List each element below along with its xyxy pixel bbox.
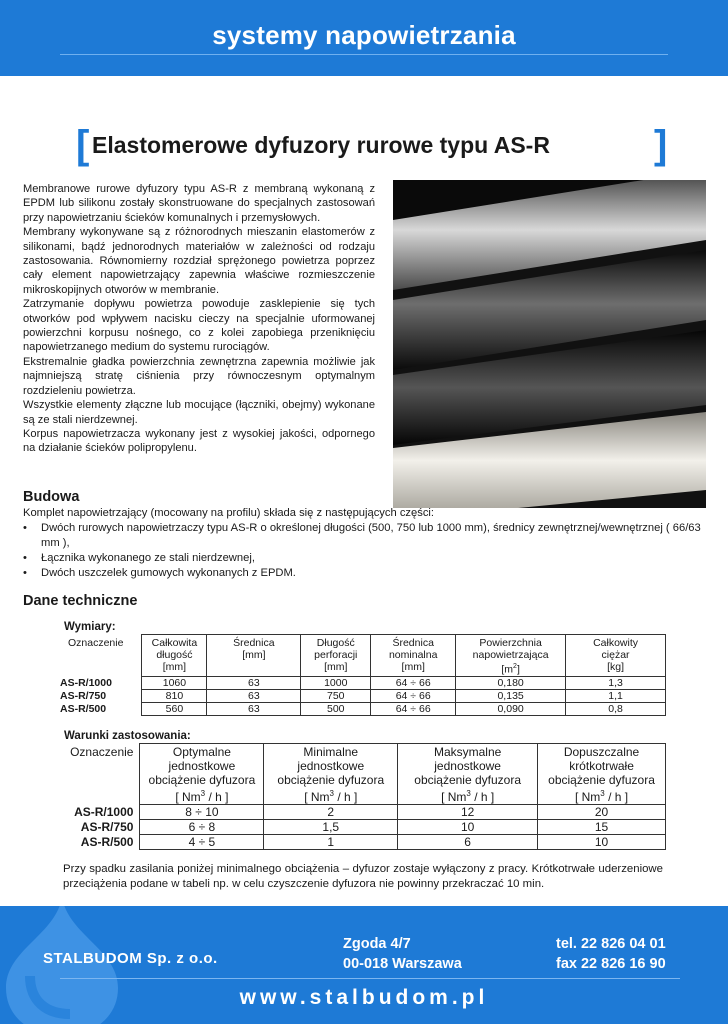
- title-block: [76, 123, 676, 167]
- intro-paragraph: Zatrzymanie dopływu powietrza powoduje zasklepienie się tych otworków pod wpływem nacisku cieczy na specjalnie uformowanej powierzchni korpusu nośnego, co z kolei zapobiega przeniknięciu napowietrzanego medium do systemu rurociągów.: [23, 298, 375, 354]
- table-cell: 1,5: [264, 820, 398, 835]
- note-text: Przy spadku zasilania poniżej minimalnego obciążenia – dyfuzor zostaje wyłączony z pracy. Krótkotrwałe uderzeniowe przeciążenia podane w tabeli np. w celu czyszczenie dyfuzora nie powinny przekraczać 10 min.: [63, 863, 663, 890]
- table-cell: 6 ÷ 8: [140, 820, 264, 835]
- intro-paragraph: Ekstremalnie gładka powierzchnia zewnętrzna zapewnia możliwie jak najmniejszą stratę ciśnienia przy równoczesnym optymalnym rozdzieleniu powietrza.: [23, 355, 375, 397]
- header-calkowity-ciezar: Całkowity ciężar [kg]: [566, 635, 666, 677]
- header-oznaczenie: Oznaczenie: [70, 744, 134, 759]
- table-cell: 12: [398, 805, 538, 820]
- table-cell: 500: [301, 702, 371, 715]
- table-cell: 0,180: [456, 676, 566, 689]
- tubes-illustration: [393, 180, 706, 508]
- intro-text: [23, 182, 375, 456]
- company-contact: [556, 934, 666, 974]
- header-calkowita-dlugosc: Całkowita długość [mm]: [142, 635, 207, 677]
- company-name: STALBUDOM Sp. z o.o.: [43, 950, 218, 967]
- row-label: AS-R/1000: [74, 805, 134, 819]
- table-cell: 0,090: [456, 702, 566, 715]
- website-link[interactable]: www.stalbudom.pl: [239, 986, 489, 1009]
- table-cell: 1,3: [566, 676, 666, 689]
- budowa-lead: Komplet napowietrzający (mocowany na profilu) składa się z następujących części:: [23, 507, 435, 519]
- table-cell: 750: [301, 689, 371, 702]
- table-header-row: [60, 635, 666, 677]
- page-title: Elastomerowe dyfuzory rurowe typu AS-R: [92, 132, 550, 158]
- table-cell: 2: [264, 805, 398, 820]
- dane-heading: Dane techniczne: [23, 593, 138, 609]
- conditions-table: [60, 743, 666, 850]
- table-cell: 64 ÷ 66: [371, 676, 456, 689]
- header-oznaczenie: Oznaczenie: [68, 636, 124, 649]
- table-cell: 8 ÷ 10: [140, 805, 264, 820]
- header-maksymalne: Maksymalne jednostkowe obciążenie dyfuzora [ Nm$^3$ / h ]: [398, 744, 538, 805]
- list-item: • Dwóch rurowych napowietrzaczy typu AS-R o określonej długości (500, 750 lub 1000 mm), średnicy zewnętrznej/wewnętrznej ( 66/63 mm ),: [23, 521, 713, 551]
- table-cell: 63: [207, 689, 301, 702]
- address-street: Zgoda 4/7: [343, 936, 411, 952]
- table-header-row: [60, 744, 666, 805]
- header-powierzchnia: Powierzchnia napowietrzająca $[m^2]$: [456, 635, 566, 677]
- intro-paragraph: Wszystkie elementy złączne lub mocujące (łączniki, obejmy) wykonane są ze stali nierdzewnej.: [23, 399, 375, 426]
- table-cell: 63: [207, 676, 301, 689]
- table-row: [60, 676, 666, 689]
- footer-divider: [60, 978, 680, 979]
- table-cell: 20: [538, 805, 666, 820]
- header-srednica-nominalna: Średnica nominalna [mm]: [371, 635, 456, 677]
- header-minimalne: Minimalne jednostkowe obciążenie dyfuzora [ Nm$^3$ / h ]: [264, 744, 398, 805]
- table-cell: 0,8: [566, 702, 666, 715]
- header-srednica: Średnica [mm]: [207, 635, 301, 677]
- company-address: [343, 934, 462, 974]
- budowa-heading: Budowa: [23, 489, 80, 505]
- header-title: systemy napowietrzania: [212, 20, 516, 50]
- dimensions-table: [60, 634, 666, 716]
- header-dlugosc-perforacji: Długość perforacji [mm]: [301, 635, 371, 677]
- row-label: AS-R/750: [60, 689, 107, 702]
- table-row: [60, 805, 666, 820]
- table-cell: 560: [142, 702, 207, 715]
- table-cell: 0,135: [456, 689, 566, 702]
- intro-paragraph: Korpus napowietrzacza wykonany jest z wysokiej jakości, odpornego na działanie ścieków polipropylenu.: [23, 427, 375, 455]
- left-bracket-icon: [: [76, 123, 90, 167]
- table-cell: 10: [538, 835, 666, 850]
- table-cell: 1: [264, 835, 398, 850]
- table-row: [60, 689, 666, 702]
- row-label: AS-R/1000: [60, 676, 112, 689]
- budowa-list: [23, 521, 713, 581]
- fax-number: fax 22 826 16 90: [556, 956, 666, 972]
- diffuser-tubes-photo: [393, 180, 706, 508]
- budowa-section: [23, 506, 713, 581]
- header-optymalne: Optymalne jednostkowe obciążenie dyfuzora [ Nm$^3$ / h ]: [140, 744, 264, 805]
- page-footer: [0, 906, 728, 1024]
- table-row: [60, 702, 666, 715]
- intro-paragraph: Membranowe rurowe dyfuzory typu AS-R z membraną wykonaną z EPDM lub silikonu zostały skonstruowane do specjalnych zastosowań przy napowietrzaniu ścieków komunalnych i przemysłowych.: [23, 183, 375, 224]
- warunki-label: Warunki zastosowania:: [64, 730, 191, 742]
- table-cell: 1,1: [566, 689, 666, 702]
- table-cell: 64 ÷ 66: [371, 689, 456, 702]
- header-divider: [60, 54, 668, 55]
- list-item: • Łącznika wykonanego ze stali nierdzewnej,: [23, 551, 713, 566]
- row-label: AS-R/500: [80, 835, 134, 849]
- right-bracket-icon: ]: [654, 123, 668, 167]
- table-cell: 1060: [142, 676, 207, 689]
- table-cell: 4 ÷ 5: [140, 835, 264, 850]
- header-dopuszczalne: Dopuszczalne krótkotrwałe obciążenie dyfuzora [ Nm$^3$ / h ]: [538, 744, 666, 805]
- row-label: AS-R/750: [80, 820, 134, 834]
- phone-number: tel. 22 826 04 01: [556, 936, 666, 952]
- intro-paragraph: Membrany wykonywane są z różnorodnych mieszanin elastomerów z silikonami, bądź jednorodnych materiałów w zależności od rodzaju zastosowania. Równomierny rozdział sprężonego powietrza poprzez cały element napowietrzający zapewnia właściwe rozmieszczenie mikroskopijnych otworów w membranie.: [23, 226, 375, 296]
- table-cell: 1000: [301, 676, 371, 689]
- address-city: 00-018 Warszawa: [343, 956, 462, 972]
- table-row: [60, 820, 666, 835]
- list-item: • Dwóch uszczelek gumowych wykonanych z EPDM.: [23, 566, 713, 581]
- page-header: [0, 0, 728, 76]
- table-row: [60, 835, 666, 850]
- table-cell: 63: [207, 702, 301, 715]
- row-label: AS-R/500: [60, 702, 107, 715]
- table-cell: 6: [398, 835, 538, 850]
- table-cell: 810: [142, 689, 207, 702]
- table-cell: 15: [538, 820, 666, 835]
- table-cell: 10: [398, 820, 538, 835]
- wymiary-label: Wymiary:: [64, 621, 116, 633]
- table-cell: 64 ÷ 66: [371, 702, 456, 715]
